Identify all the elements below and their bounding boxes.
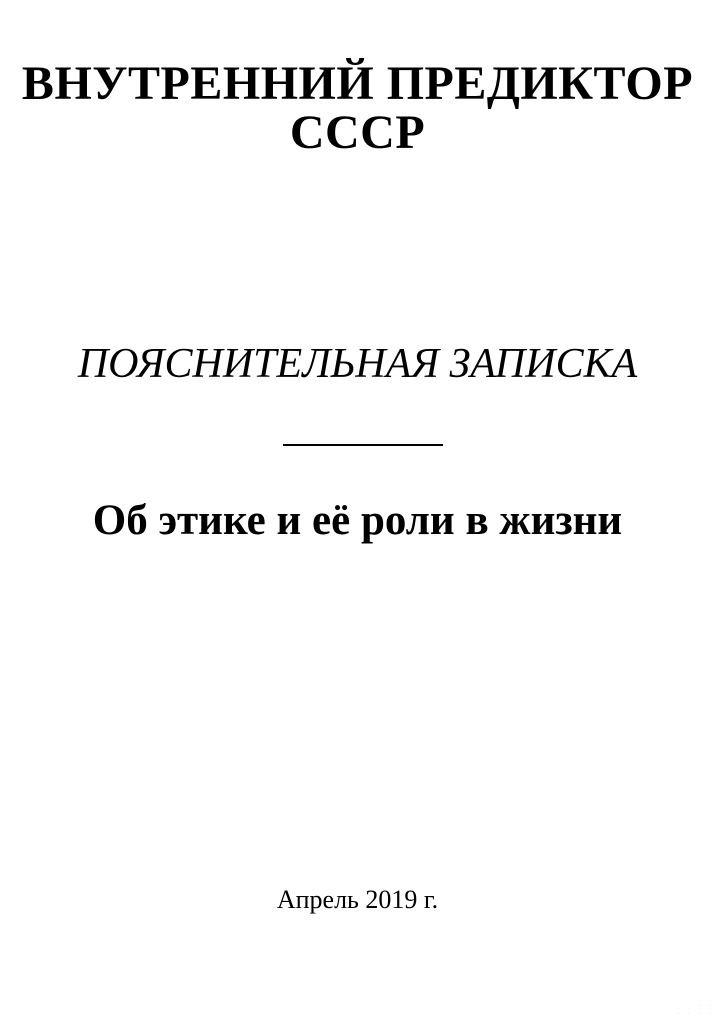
publication-date: Апрель 2019 г. [276, 885, 439, 914]
publisher-name [0, 57, 715, 159]
scan-artifact-row2: · · · · [677, 1010, 714, 1018]
scan-artifact-row1: · · [698, 1002, 714, 1010]
doc-title: Об этике и её роли в жизни [92, 497, 623, 544]
publisher-line2: СССР [289, 105, 426, 159]
scan-artifact [677, 1002, 714, 1018]
publisher-line1: ВНУТРЕННИЙ ПРЕДИКТОР [21, 57, 694, 110]
doc-type-heading: ПОЯСНИТЕЛЬНАЯ ЗАПИСКА [77, 341, 638, 387]
divider-rule [283, 444, 443, 446]
